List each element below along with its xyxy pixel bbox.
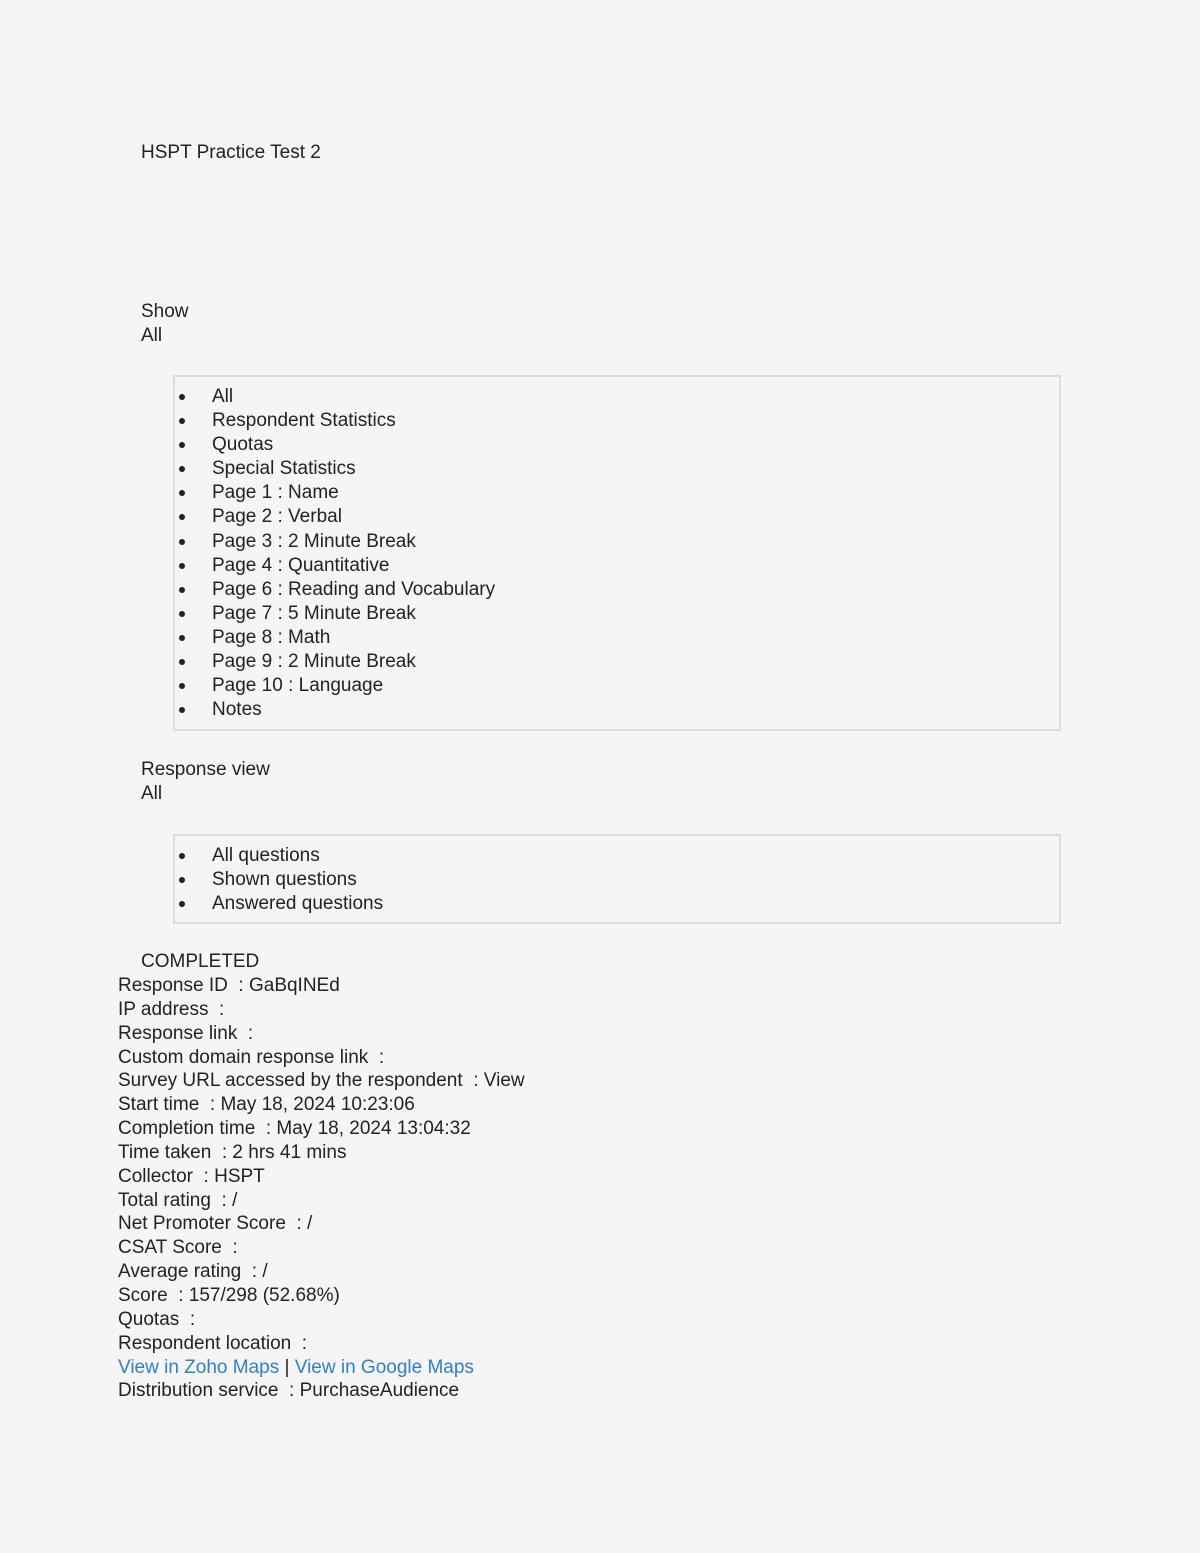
response-view-label: Response view (141, 759, 270, 780)
detail-separator: : (199, 1094, 221, 1116)
detail-value: / (232, 1189, 238, 1211)
show-filter-option-page-10-language[interactable] (175, 674, 1059, 698)
show-filter-option-quotas[interactable] (175, 433, 1059, 457)
show-filter-option-notes[interactable] (175, 698, 1059, 722)
status-badge: COMPLETED (141, 951, 260, 972)
response-view-option-shown-questions[interactable] (175, 868, 1059, 892)
bullet-icon (179, 587, 185, 593)
detail-label: Average rating (118, 1261, 242, 1283)
page-title: HSPT Practice Test 2 (141, 142, 321, 163)
show-filter-option-label: Quotas (212, 434, 274, 456)
bullet-icon (179, 490, 185, 496)
bullet-icon (179, 707, 185, 713)
response-details (118, 974, 525, 1403)
response-view-option-label: Answered questions (212, 893, 384, 915)
detail-row-response-link (118, 1022, 525, 1046)
detail-label: Start time (118, 1094, 200, 1116)
detail-value: GaBqINEd (248, 975, 340, 996)
bullet-icon (179, 683, 185, 689)
bullet-icon (179, 466, 185, 472)
show-filter-option-label: Page 2 : Verbal (212, 506, 342, 528)
bullet-icon (179, 418, 185, 424)
detail-row-survey-url-accessed-by-the-respondent (118, 1069, 525, 1093)
detail-row-collector (118, 1165, 525, 1189)
show-filter-options-list (173, 375, 1061, 731)
detail-label: Response link (118, 1022, 238, 1044)
detail-value: May 18, 2024 10:23:06 (220, 1094, 415, 1116)
detail-row-net-promoter-score (118, 1212, 525, 1236)
show-filter-option-label: Respondent Statistics (212, 410, 396, 432)
detail-separator: : (368, 1046, 385, 1068)
bullet-icon (179, 611, 185, 617)
detail-separator: : (227, 975, 249, 996)
show-filter-option-label: Page 6 : Reading and Vocabulary (212, 578, 496, 600)
response-view-options-list (173, 834, 1061, 924)
show-filter-option-label: Notes (212, 699, 262, 721)
show-filter-option-page-4-quantitative[interactable] (175, 554, 1059, 578)
detail-separator: : (255, 1118, 277, 1140)
detail-separator: : (285, 1213, 308, 1235)
bullet-icon (179, 853, 185, 859)
bullet-icon (179, 514, 185, 520)
detail-separator: : (167, 1284, 189, 1306)
detail-separator: : (192, 1165, 215, 1187)
bullet-icon (179, 539, 185, 545)
detail-separator: : (291, 1332, 308, 1354)
show-filter-option-label: Page 4 : Quantitative (212, 554, 390, 576)
detail-row-response-id (118, 974, 525, 998)
show-filter-label: Show (141, 301, 189, 322)
show-filter-option-label: Page 8 : Math (212, 626, 331, 648)
detail-value: HSPT (214, 1165, 265, 1187)
bullet-icon (179, 659, 185, 665)
detail-value: 157/298 (52.68%) (188, 1284, 340, 1306)
detail-row-ip-address (118, 998, 525, 1022)
detail-label: CSAT Score (118, 1237, 222, 1259)
response-view-selected-value[interactable]: All (141, 783, 163, 804)
response-view-option-answered-questions[interactable] (175, 892, 1059, 916)
show-filter-option-page-1-name[interactable] (175, 481, 1059, 505)
show-filter-option-page-8-math[interactable] (175, 626, 1059, 650)
show-filter-option-label: All (212, 386, 234, 407)
detail-separator: : (179, 1308, 196, 1330)
detail-row-total-rating (118, 1189, 525, 1213)
zoho-maps-link[interactable]: View in Zoho Maps (118, 1356, 280, 1378)
map-links-separator: | (284, 1356, 290, 1378)
detail-row-distribution-service: Distribution service : PurchaseAudience (118, 1380, 460, 1402)
detail-separator: : (241, 1261, 263, 1283)
detail-row-custom-domain-response-link (118, 1046, 525, 1070)
show-filter-option-label: Page 9 : 2 Minute Break (212, 651, 416, 673)
detail-separator: : (211, 1141, 233, 1163)
detail-row-time-taken (118, 1141, 525, 1165)
detail-label: Respondent location (118, 1332, 292, 1354)
detail-label: Completion time (118, 1118, 256, 1140)
show-filter-option-special-statistics[interactable] (175, 457, 1059, 481)
show-filter-option-respondent-statistics[interactable] (175, 409, 1059, 433)
show-filter-option-label: Page 3 : 2 Minute Break (212, 530, 416, 552)
show-filter-option-label: Page 1 : Name (212, 482, 339, 504)
detail-row-csat-score (118, 1236, 525, 1260)
show-filter-selected-value[interactable]: All (141, 325, 163, 346)
show-filter-option-page-3-2-minute-break[interactable] (175, 530, 1059, 554)
detail-separator: : (221, 1237, 238, 1259)
detail-row-quotas (118, 1308, 525, 1332)
detail-label: Total rating (118, 1189, 211, 1211)
show-filter-option-all[interactable] (175, 385, 1059, 409)
show-filter-option-label: Page 7 : 5 Minute Break (212, 602, 416, 624)
detail-value: / (262, 1261, 268, 1283)
show-filter-option-page-9-2-minute-break[interactable] (175, 650, 1059, 674)
detail-row-respondent-location (118, 1332, 525, 1356)
bullet-icon (179, 877, 185, 883)
detail-value: 2 hrs 41 mins (232, 1141, 347, 1163)
bullet-icon (179, 442, 185, 448)
detail-separator: : (210, 1189, 233, 1211)
show-filter-option-label: Page 10 : Language (212, 675, 384, 697)
detail-label: IP address (118, 998, 209, 1020)
detail-separator: : (462, 1070, 484, 1092)
bullet-icon (179, 635, 185, 641)
detail-label: Response ID (118, 975, 228, 996)
detail-label: Survey URL accessed by the respondent (118, 1070, 463, 1092)
response-view-option-all-questions[interactable] (175, 844, 1059, 868)
detail-separator: : (208, 998, 225, 1020)
show-filter-option-page-7-5-minute-break[interactable] (175, 602, 1059, 626)
detail-label: Net Promoter Score (118, 1213, 286, 1235)
show-filter-option-page-2-verbal[interactable] (175, 505, 1059, 529)
response-view-option-label: Shown questions (212, 869, 357, 891)
detail-label: Quotas (118, 1308, 180, 1330)
detail-value: May 18, 2024 13:04:32 (276, 1118, 471, 1140)
detail-row-average-rating (118, 1260, 525, 1284)
detail-row-start-time (118, 1093, 525, 1117)
detail-value: PurchaseAudience (299, 1380, 460, 1402)
show-filter-option-label: Special Statistics (212, 458, 356, 480)
detail-label: Score (118, 1284, 168, 1306)
detail-label: Time taken (118, 1141, 212, 1163)
detail-row-completion-time (118, 1117, 525, 1141)
bullet-icon (179, 901, 185, 907)
detail-label: Distribution service (118, 1380, 279, 1402)
detail-separator: : (237, 1022, 254, 1044)
detail-label: Collector (118, 1165, 193, 1187)
detail-value: / (307, 1213, 313, 1235)
show-filter-option-page-6-reading-and-vocabulary[interactable] (175, 578, 1059, 602)
detail-row-score (118, 1284, 525, 1308)
google-maps-link[interactable]: View in Google Maps (294, 1356, 474, 1378)
map-links-row (118, 1356, 525, 1380)
detail-label: Custom domain response link (118, 1046, 369, 1068)
bullet-icon (179, 394, 185, 400)
response-view-option-label: All questions (212, 845, 320, 866)
detail-value[interactable]: View (483, 1070, 525, 1092)
bullet-icon (179, 563, 185, 569)
